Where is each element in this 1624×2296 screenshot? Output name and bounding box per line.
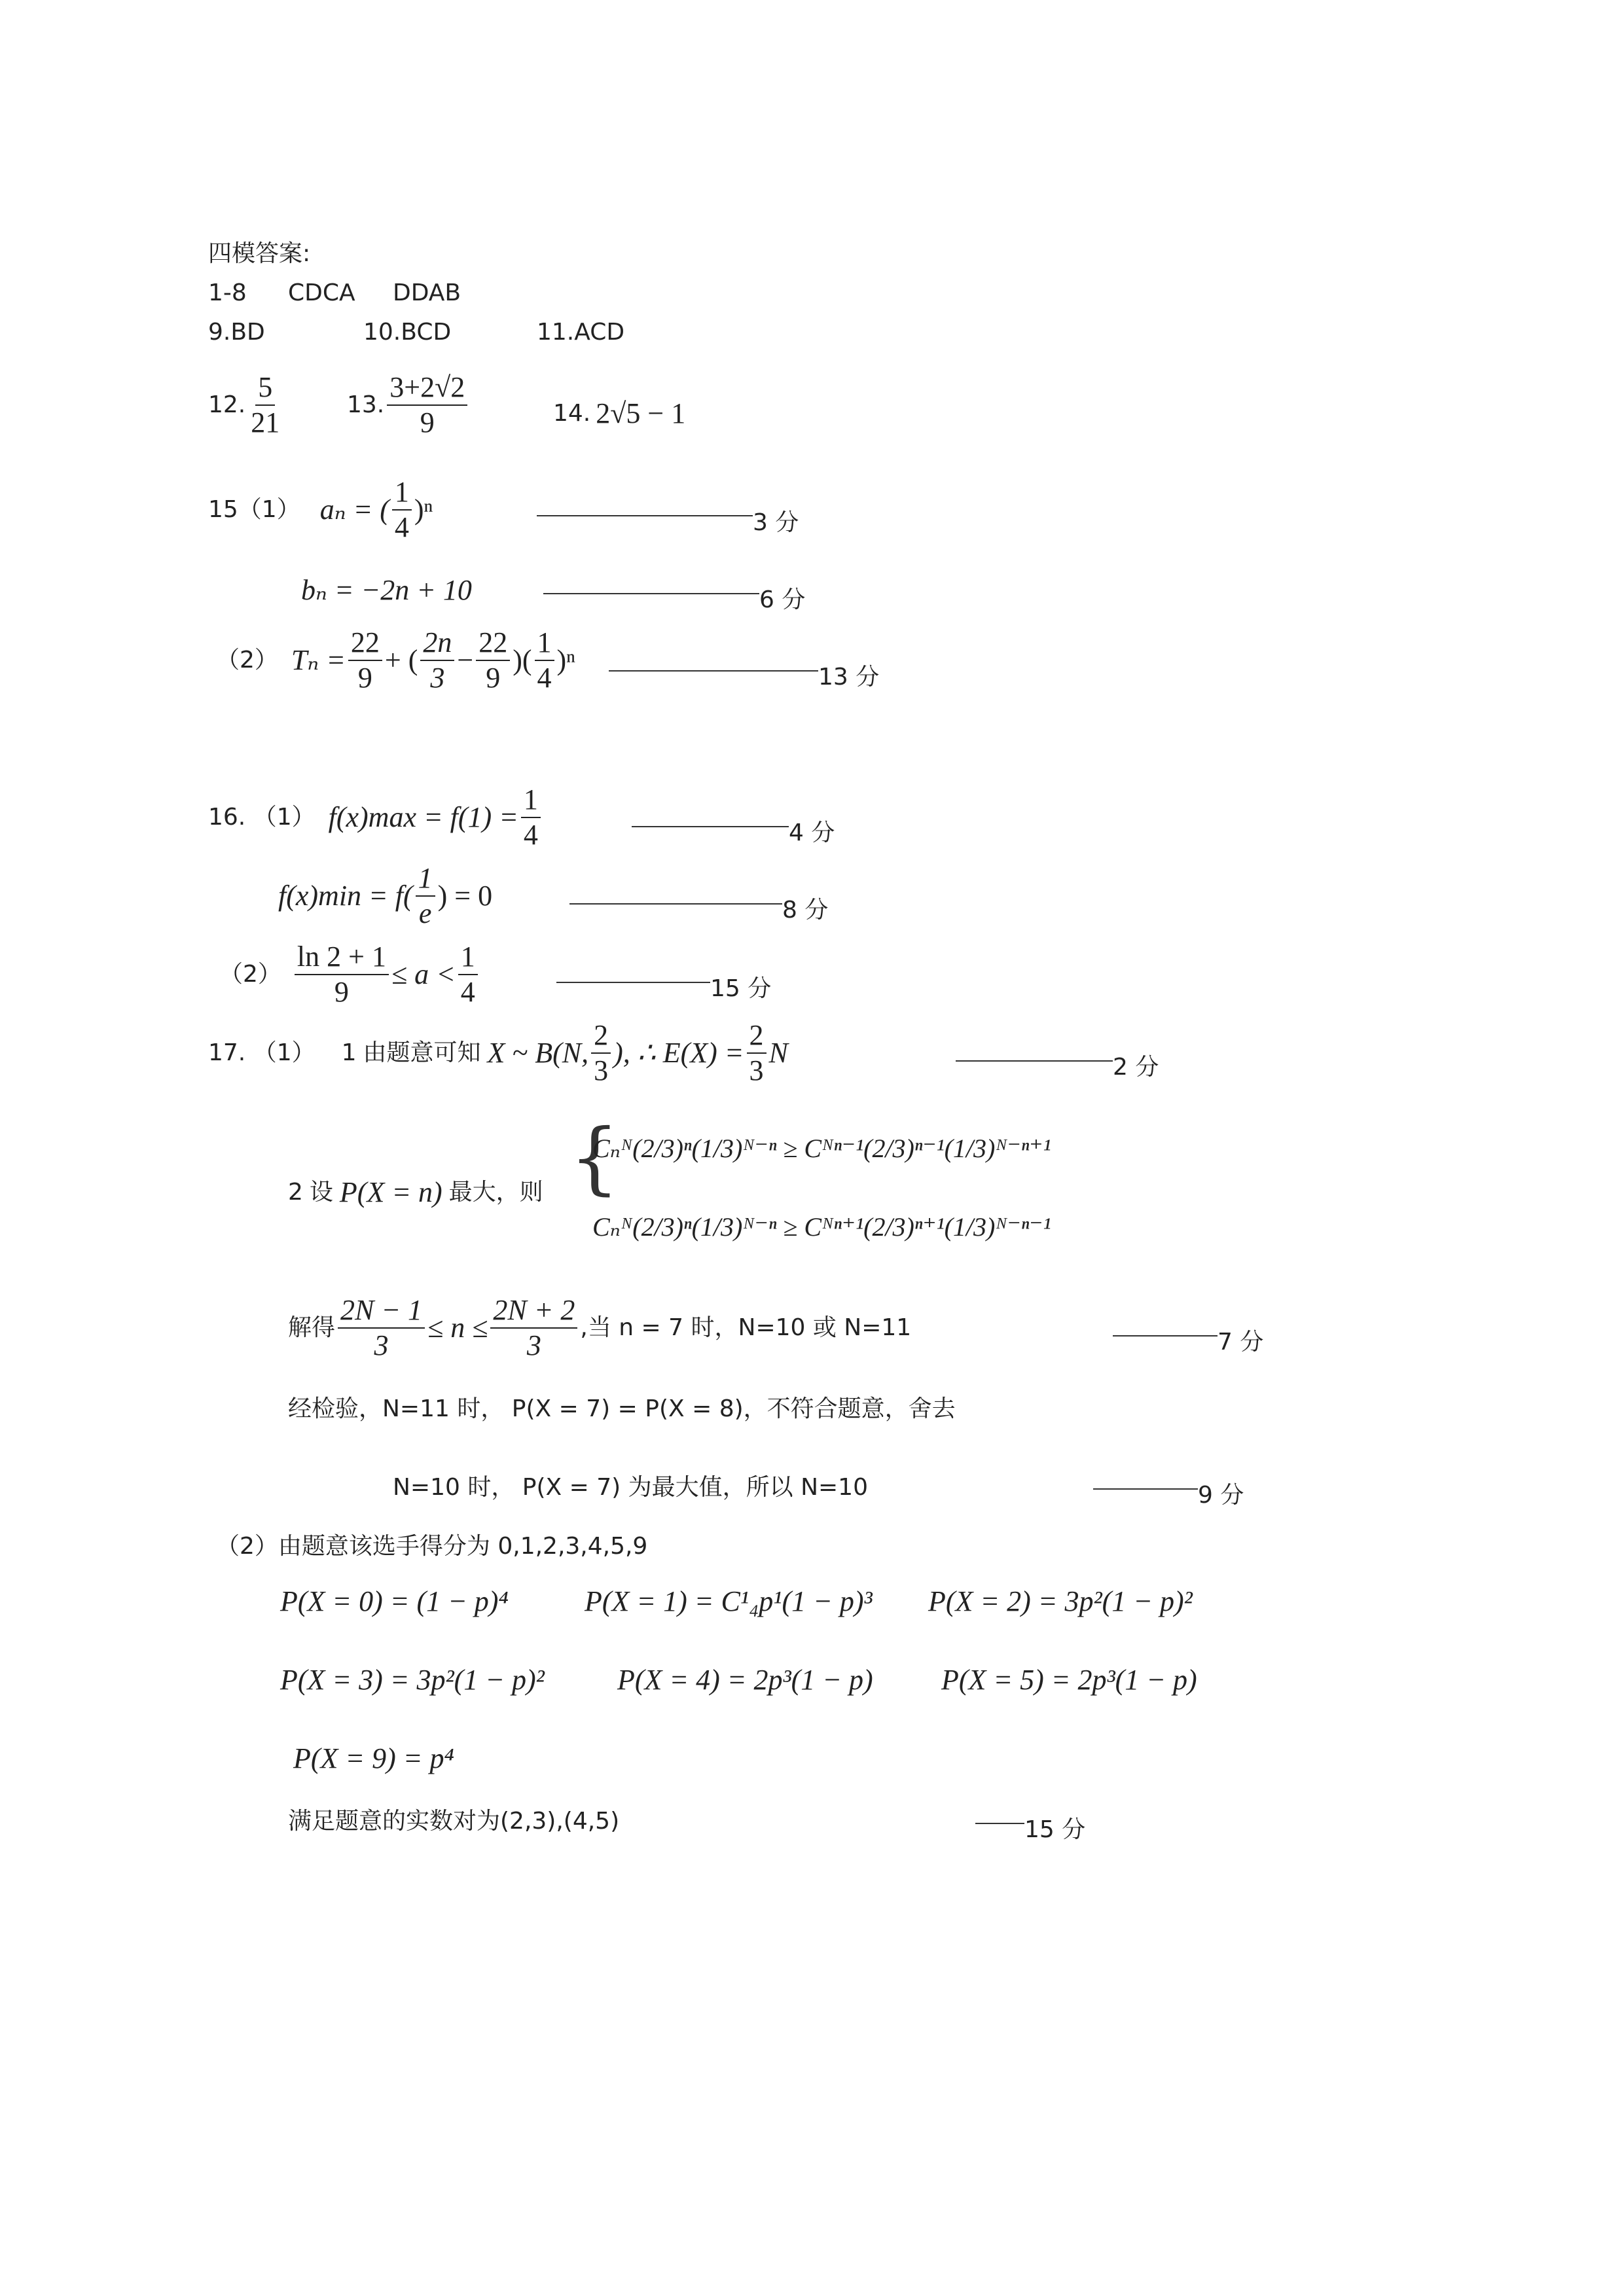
q17-solve-num2: 2N + 2 (490, 1296, 577, 1329)
mc-answers-1: CDCA (288, 279, 355, 306)
q15-tn-d-num: 1 (535, 628, 554, 661)
q15-tn-c-den: 9 (486, 662, 501, 694)
q15-tn-b-den: 3 (430, 662, 445, 694)
q16-ln-den: 9 (334, 976, 349, 1008)
q17-step1-den2: 3 (749, 1054, 764, 1086)
q17-label: 17. （1） (208, 1039, 316, 1066)
q17-step1-math: X ~ B(N, (487, 1037, 589, 1069)
q16-p2-label: （2） (219, 961, 281, 988)
q17-step2-math: P(X = n) (339, 1176, 442, 1208)
q15-tn-c-num: 22 (476, 628, 510, 661)
q17-score4: 15 分 (1024, 1816, 1086, 1843)
q15-part2 (216, 628, 575, 692)
q16-fmin-num: 1 (416, 864, 435, 897)
q17-px0: P(X = 0) = (1 − p)⁴ (280, 1585, 509, 1617)
score-line (1113, 1335, 1218, 1336)
header-title: 四模答案: (208, 240, 311, 267)
score-line (537, 515, 753, 516)
q17-solve-pre: 解得 (288, 1314, 336, 1341)
q17-system-2: Cₙᴺ(2/3)ⁿ(1/3)ᴺ⁻ⁿ ≥ Cᴺⁿ⁺¹(2/3)ⁿ⁺¹(1/3)ᴺ⁻ⁿ⁻¹ (592, 1212, 1051, 1242)
q17-step2-pre: 设 (309, 1179, 333, 1206)
score-line (956, 1060, 1113, 1062)
q16-part2 (219, 942, 480, 1007)
q17-px3: P(X = 3) = 3p²(1 − p)² (280, 1664, 545, 1696)
q14-answer (553, 399, 685, 428)
q17-score2: 7 分 (1218, 1329, 1264, 1355)
q17-solve-post: ,当 n = 7 时，N=10 或 N=11 (580, 1314, 912, 1341)
q16-fmax-den: 4 (523, 819, 538, 851)
q13-answer (347, 373, 470, 437)
q15-an: aₙ = ( (319, 493, 389, 526)
q13-label: 13. (347, 391, 385, 418)
q15-an-tail: )ⁿ (414, 493, 433, 526)
q9-answer: 9.BD (208, 319, 265, 346)
mc-answers-2: DDAB (393, 279, 461, 306)
q17-px1: P(X = 1) = C¹₄p¹(1 − p)³ (585, 1585, 873, 1617)
q17-step1-num2: 2 (747, 1021, 767, 1054)
score-line (556, 982, 710, 983)
q15-tn-close: )( (513, 644, 532, 676)
q16-ineq-num: 1 (458, 942, 478, 975)
q15-p2-label: （2） (216, 647, 278, 673)
q17-solve-den1: 3 (374, 1329, 389, 1361)
q15-label: 15（1） (208, 496, 300, 523)
score-line (632, 826, 789, 827)
q16-label: 16. （1） (208, 804, 316, 831)
q15-an-den: 4 (394, 511, 409, 543)
q15-tn-tail: )ⁿ (556, 644, 576, 676)
q16-ln-num: ln 2 + 1 (295, 942, 389, 975)
q16-ineq: ≤ a < (391, 958, 456, 990)
score-line (609, 670, 818, 672)
q17-check1: 经检验，N=11 时， P(X = 7) = P(X = 8)，不符合题意，舍去 (288, 1395, 956, 1422)
q16-fmin: f(x)min = f( (278, 880, 413, 912)
q12-den: 21 (251, 406, 280, 439)
q15-tn-b-num: 2n (420, 628, 454, 661)
q16-score3: 15 分 (710, 975, 772, 1002)
q15-score1: 3 分 (753, 509, 799, 536)
q16-ineq-den: 4 (460, 976, 475, 1008)
q17-px4: P(X = 4) = 2p³(1 − p) (617, 1664, 873, 1696)
q16-fmax-num: 1 (521, 785, 541, 818)
q17-step1-N: N (768, 1037, 788, 1069)
q17-step2 (288, 1178, 543, 1207)
q16-score1: 4 分 (789, 819, 835, 846)
q14-label: 14. (553, 400, 591, 427)
q17-solve-num1: 2N − 1 (338, 1296, 425, 1329)
q16-fmin-line (278, 864, 492, 928)
q12-num: 5 (255, 373, 275, 406)
q17-solve (288, 1296, 911, 1360)
q12-answer (208, 373, 285, 437)
q15-part1 (208, 478, 433, 542)
q16-fmax: f(x)max = f(1) = (328, 801, 518, 833)
score-line (569, 903, 782, 905)
q17-score1: 2 分 (1113, 1054, 1159, 1081)
q10-answer: 10.BCD (363, 319, 452, 346)
q17-step1-index: 1 (341, 1039, 357, 1066)
score-line (975, 1823, 1024, 1824)
q11-answer: 11.ACD (537, 319, 625, 346)
mc-range: 1-8 (208, 279, 247, 306)
q16-fmin-den: e (418, 897, 432, 929)
q17-step1 (208, 1021, 788, 1085)
q15-tn-a-num: 22 (348, 628, 382, 661)
q15-tn-d-den: 4 (537, 662, 552, 694)
q15-tn: Tₙ = (291, 644, 346, 676)
q17-step1-den: 3 (594, 1054, 609, 1086)
q17-step2-index: 2 (288, 1179, 303, 1206)
q14-value: 2√5 − 1 (596, 397, 686, 429)
q17-solve-mid: ≤ n ≤ (427, 1312, 488, 1344)
q17-solve-den2: 3 (526, 1329, 541, 1361)
score-line (1093, 1488, 1198, 1490)
q13-den: 9 (420, 406, 435, 439)
q17-system-1: Cₙᴺ(2/3)ⁿ(1/3)ᴺ⁻ⁿ ≥ Cᴺⁿ⁻¹(2/3)ⁿ⁻¹(1/3)ᴺ⁻ⁿ⁺¹ (592, 1134, 1051, 1163)
q17-step1-tail: ), ∴ E(X) = (613, 1037, 744, 1069)
q17-final: 满足题意的实数对为(2,3),(4,5) (288, 1808, 620, 1835)
q15-score2: 6 分 (759, 586, 806, 613)
q15-bn: bₙ = −2n + 10 (301, 574, 472, 606)
q17-step1-num: 2 (591, 1021, 611, 1054)
q17-step1-text: 由题意可知 (363, 1039, 481, 1066)
q17-px2: P(X = 2) = 3p²(1 − p)² (928, 1585, 1193, 1617)
q17-step2-post: 最大，则 (448, 1179, 543, 1206)
q15-tn-a-den: 9 (357, 662, 372, 694)
q16-score2: 8 分 (782, 897, 829, 924)
q17-check2: N=10 时， P(X = 7) 为最大值，所以 N=10 (393, 1474, 868, 1501)
q16-fmin-tail: ) = 0 (437, 880, 493, 912)
q17-px9: P(X = 9) = p⁴ (293, 1742, 454, 1774)
q12-label: 12. (208, 391, 246, 418)
q15-tn-mid: + ( (384, 644, 418, 676)
q17-score3: 9 分 (1198, 1482, 1244, 1509)
q15-score3: 13 分 (818, 664, 880, 691)
q13-num: 3+2√2 (387, 373, 467, 406)
q17-px5: P(X = 5) = 2p³(1 − p) (941, 1664, 1197, 1696)
system-brace: { (569, 1113, 620, 1204)
q15-tn-minus: − (457, 644, 474, 676)
score-line (543, 593, 759, 594)
q16-part1 (208, 785, 543, 850)
q17-part2: （2）由题意该选手得分为 0,1,2,3,4,5,9 (216, 1533, 648, 1560)
q15-an-num: 1 (392, 478, 412, 511)
